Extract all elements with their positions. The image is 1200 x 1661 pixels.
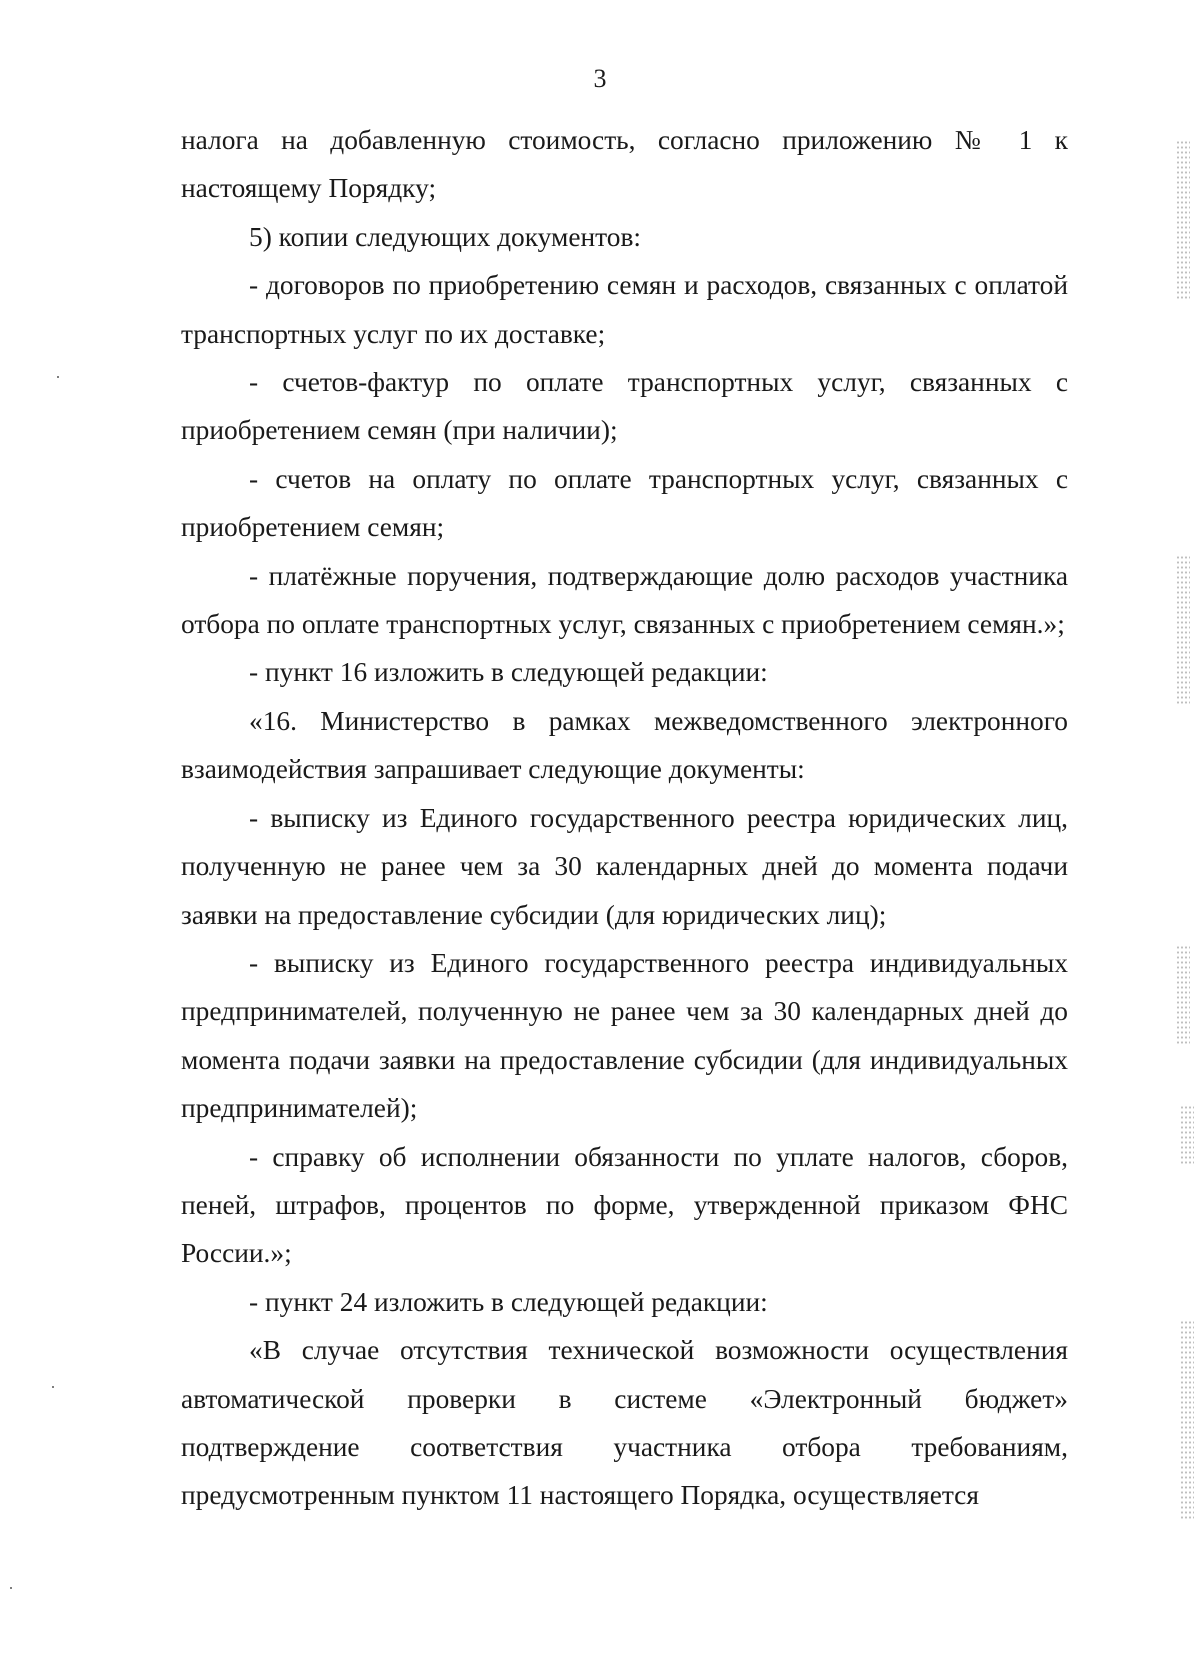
scan-noise	[1176, 140, 1190, 300]
paragraph: налога на добавленную стоимость, согласно приложению № 1 к настоящему Порядку;	[181, 125, 1068, 204]
scan-speck	[10, 1587, 12, 1589]
paragraph: - счетов-фактур по оплате транспортных услуг, связанных с приобретением семян (при наличии);	[181, 367, 1068, 446]
paragraph: - платёжные поручения, подтверждающие долю расходов участника отбора по оплате транспортных услуг, связанных с приобретением семян.»;	[181, 560, 1068, 640]
scan-noise	[1176, 555, 1190, 705]
scan-noise	[1176, 945, 1190, 1045]
paragraph: - справку об исполнении обязанности по уплате налогов, сборов, пеней, штрафов, процентов по форме, утвержденной приказом ФНС России.»;	[181, 1141, 1068, 1269]
paragraph: «В случае отсутствия технической возможности осуществления автоматической проверки в системе «Электронный бюджет» подтверждение соответствия участника отбора требованиям, предусмотренным пунктом 11 настоящего Порядка, осуществляется	[181, 1335, 1068, 1511]
scan-noise	[1180, 1320, 1194, 1520]
paragraph: - пункт 16 изложить в следующей редакции:	[249, 657, 768, 688]
paragraph: «16. Министерство в рамках межведомственного электронного взаимодействия запрашивает следующие документы:	[181, 705, 1068, 785]
paragraph: - счетов на оплату по оплате транспортных услуг, связанных с приобретением семян;	[181, 463, 1068, 543]
paragraph: - выписку из Единого государственного реестра индивидуальных предпринимателей, полученную не ранее чем за 30 календарных дней до момента подачи заявки на предоставление субсидии (для индивидуальных предпринимателей);	[181, 947, 1068, 1124]
paragraph: 5) копии следующих документов:	[249, 221, 641, 252]
paragraph: - договоров по приобретению семян и расходов, связанных с оплатой транспортных услуг по их доставке;	[181, 270, 1068, 349]
scan-speck	[57, 376, 59, 378]
document-body	[181, 116, 1068, 1520]
page-number: 3	[593, 64, 607, 93]
paragraph: - выписку из Единого государственного реестра юридических лиц, полученную не ранее чем за 30 календарных дней до момента подачи заявки на предоставление субсидии (для юридических лиц);	[181, 802, 1068, 930]
scan-speck	[52, 1386, 54, 1388]
paragraph: - пункт 24 изложить в следующей редакции:	[249, 1286, 768, 1317]
scan-noise	[1180, 1105, 1194, 1165]
